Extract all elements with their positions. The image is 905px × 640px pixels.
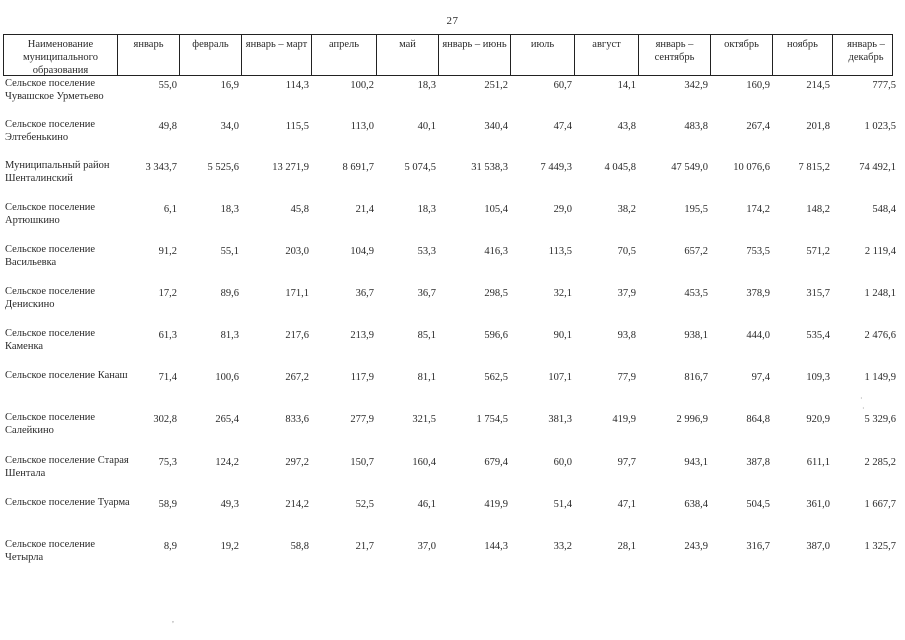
header-cell: январь – март — [242, 35, 312, 75]
table-cell: 34,0 — [220, 121, 239, 132]
header-cell: январь – сентябрь — [639, 35, 711, 75]
table-cell: 920,9 — [806, 414, 830, 425]
table-cell: 5 329,6 — [864, 414, 896, 425]
table-cell: 419,9 — [612, 414, 636, 425]
header-cell: октябрь — [711, 35, 773, 75]
table-cell: 833,6 — [285, 414, 309, 425]
table-cell: 160,9 — [746, 80, 770, 91]
table-cell: 562,5 — [484, 372, 508, 383]
table-cell: 160,4 — [412, 457, 436, 468]
table-cell: 596,6 — [484, 330, 508, 341]
table-cell: 16,9 — [220, 80, 239, 91]
table-cell: 453,5 — [684, 288, 708, 299]
table-cell: 483,8 — [684, 121, 708, 132]
table-cell: 361,0 — [806, 499, 830, 510]
header-cell: февраль — [180, 35, 242, 75]
row-name: Сельское поселение Чувашское Урметьево — [5, 78, 104, 102]
table-cell: 49,8 — [158, 121, 177, 132]
table-cell: 37,9 — [617, 288, 636, 299]
header-cell: август — [575, 35, 639, 75]
table-row — [3, 201, 896, 237]
table-cell: 201,8 — [806, 121, 830, 132]
table-cell: 38,2 — [617, 204, 636, 215]
table-row — [3, 243, 896, 279]
table-cell: 4 045,8 — [604, 162, 636, 173]
table-cell: 105,4 — [484, 204, 508, 215]
row-name: Муниципальный район Шенталинский — [5, 160, 110, 184]
table-cell: 52,5 — [355, 499, 374, 510]
table-cell: 321,5 — [412, 414, 436, 425]
table-cell: 14,1 — [617, 80, 636, 91]
table-row — [3, 411, 896, 447]
table-cell: 214,2 — [285, 499, 309, 510]
table-cell: 13 271,9 — [272, 162, 309, 173]
header-cell: май — [377, 35, 439, 75]
table-cell: 46,1 — [417, 499, 436, 510]
table-cell: 18,3 — [220, 204, 239, 215]
header-cell: июль — [511, 35, 575, 75]
table-cell: 535,4 — [806, 330, 830, 341]
table-cell: 548,4 — [872, 204, 896, 215]
table-cell: 60,0 — [553, 457, 572, 468]
table-row — [3, 454, 896, 490]
table-row — [3, 159, 896, 195]
table-cell: 93,8 — [617, 330, 636, 341]
table-cell: 113,5 — [548, 246, 572, 257]
table-cell: 1 754,5 — [476, 414, 508, 425]
row-name: Сельское поселение Васильевка — [5, 244, 96, 268]
table-cell: 571,2 — [806, 246, 830, 257]
table-cell: 70,5 — [617, 246, 636, 257]
table-cell: 29,0 — [553, 204, 572, 215]
table-cell: 32,1 — [553, 288, 572, 299]
table-cell: 28,1 — [617, 541, 636, 552]
table-cell: 124,2 — [215, 457, 239, 468]
table-cell: 150,7 — [350, 457, 374, 468]
table-cell: 97,4 — [751, 372, 770, 383]
table-cell: 43,8 — [617, 121, 636, 132]
table-cell: 49,3 — [220, 499, 239, 510]
table-cell: 387,0 — [806, 541, 830, 552]
table-cell: 47,4 — [553, 121, 572, 132]
table-cell: 277,9 — [350, 414, 374, 425]
table-cell: 109,3 — [806, 372, 830, 383]
table-cell: 7 815,2 — [798, 162, 830, 173]
scan-speck: · — [862, 404, 865, 413]
table-cell: 77,9 — [617, 372, 636, 383]
scan-speck: · — [860, 394, 863, 403]
table-cell: 1 325,7 — [864, 541, 896, 552]
table-cell: 5 074,5 — [404, 162, 436, 173]
table-cell: 938,1 — [684, 330, 708, 341]
table-cell: 171,1 — [285, 288, 309, 299]
table-cell: 265,4 — [215, 414, 239, 425]
row-name: Сельское поселение Каменка — [5, 328, 96, 352]
header-cell: январь – декабрь — [847, 39, 885, 63]
table-cell: 17,2 — [158, 288, 177, 299]
table-cell: 18,3 — [417, 80, 436, 91]
table-cell: 387,8 — [746, 457, 770, 468]
header-cell: апрель — [312, 35, 377, 75]
table-cell: 251,2 — [484, 80, 508, 91]
table-cell: 203,0 — [285, 246, 309, 257]
table-cell: 7 449,3 — [540, 162, 572, 173]
table-cell: 381,3 — [548, 414, 572, 425]
table-cell: 2 119,4 — [864, 246, 896, 257]
table-cell: 74 492,1 — [859, 162, 896, 173]
table-cell: 33,2 — [553, 541, 572, 552]
table-cell: 81,1 — [417, 372, 436, 383]
table-cell: 342,9 — [684, 80, 708, 91]
table-cell: 504,5 — [746, 499, 770, 510]
table-cell: 816,7 — [684, 372, 708, 383]
table-cell: 36,7 — [355, 288, 374, 299]
header-name-column: Наименование муниципального образования — [4, 35, 118, 75]
table-cell: 340,4 — [484, 121, 508, 132]
table-cell: 47,1 — [617, 499, 636, 510]
table-cell: 444,0 — [746, 330, 770, 341]
table-cell: 6,1 — [163, 204, 177, 215]
table-cell: 243,9 — [684, 541, 708, 552]
table-cell: 107,1 — [548, 372, 572, 383]
table-row — [3, 369, 896, 405]
table-cell: 37,0 — [417, 541, 436, 552]
table-cell: 115,5 — [285, 121, 309, 132]
table-row — [3, 285, 896, 321]
table-cell: 36,7 — [417, 288, 436, 299]
table-cell: 1 667,7 — [864, 499, 896, 510]
row-name: Сельское поселение Салейкино — [5, 412, 96, 436]
table-cell: 58,8 — [290, 541, 309, 552]
table-cell: 53,3 — [417, 246, 436, 257]
table-cell: 97,7 — [617, 457, 636, 468]
table-cell: 679,4 — [484, 457, 508, 468]
table-cell: 47 549,0 — [671, 162, 708, 173]
table-cell: 19,2 — [220, 541, 239, 552]
table-cell: 117,9 — [350, 372, 374, 383]
table-cell: 60,7 — [553, 80, 572, 91]
table-cell: 864,8 — [746, 414, 770, 425]
table-cell: 100,6 — [215, 372, 239, 383]
table-cell: 2 285,2 — [864, 457, 896, 468]
table-cell: 298,5 — [484, 288, 508, 299]
table-cell: 943,1 — [684, 457, 708, 468]
table-cell: 55,0 — [158, 80, 177, 91]
table-row — [3, 327, 896, 363]
row-name: Сельское поселение Денискино — [5, 286, 96, 310]
page-number: 27 — [446, 15, 459, 27]
header-cell: ноябрь — [773, 35, 833, 75]
table-cell: 75,3 — [158, 457, 177, 468]
table-row — [3, 496, 896, 532]
table-cell: 1 149,9 — [864, 372, 896, 383]
table-cell: 85,1 — [417, 330, 436, 341]
table-cell: 297,2 — [285, 457, 309, 468]
table-cell: 217,6 — [285, 330, 309, 341]
header-cell: январь – июнь — [439, 35, 511, 75]
table-cell: 657,2 — [684, 246, 708, 257]
table-cell: 144,3 — [484, 541, 508, 552]
table-cell: 81,3 — [220, 330, 239, 341]
table-cell: 113,0 — [350, 121, 374, 132]
table-cell: 21,4 — [355, 204, 374, 215]
table-cell: 419,9 — [484, 499, 508, 510]
table-cell: 45,8 — [290, 204, 309, 215]
table-cell: 2 996,9 — [676, 414, 708, 425]
row-name: Сельское поселение Элтебенькино — [5, 119, 96, 143]
row-name: Сельское поселение Четырла — [5, 539, 96, 563]
table-header — [3, 34, 893, 76]
table-cell: 174,2 — [746, 204, 770, 215]
table-row — [3, 118, 896, 154]
table-cell: 89,6 — [220, 288, 239, 299]
table-cell: 91,2 — [158, 246, 177, 257]
table-cell: 638,4 — [684, 499, 708, 510]
table-cell: 1 248,1 — [864, 288, 896, 299]
table-cell: 90,1 — [553, 330, 572, 341]
table-cell: 114,3 — [285, 80, 309, 91]
header-cell: январь — [118, 35, 180, 75]
table-cell: 3 343,7 — [145, 162, 177, 173]
table-cell: 55,1 — [220, 246, 239, 257]
table-cell: 378,9 — [746, 288, 770, 299]
table-cell: 214,5 — [806, 80, 830, 91]
table-row — [3, 77, 896, 113]
table-cell: 302,8 — [153, 414, 177, 425]
table-cell: 777,5 — [872, 80, 896, 91]
table-cell: 10 076,6 — [733, 162, 770, 173]
row-name: Сельское поселение Туарма — [5, 497, 130, 508]
table-cell: 611,1 — [806, 457, 830, 468]
table-cell: 21,7 — [355, 541, 374, 552]
table-cell: 31 538,3 — [471, 162, 508, 173]
table-cell: 213,9 — [350, 330, 374, 341]
table-cell: 8 691,7 — [342, 162, 374, 173]
table-cell: 40,1 — [417, 121, 436, 132]
table-row — [3, 538, 896, 574]
table-cell: 1 023,5 — [864, 121, 896, 132]
table-cell: 2 476,6 — [864, 330, 896, 341]
table-cell: 61,3 — [158, 330, 177, 341]
table-cell: 753,5 — [746, 246, 770, 257]
row-name: Сельское поселение Артюшкино — [5, 202, 96, 226]
row-name: Сельское поселение Канаш — [5, 370, 128, 381]
scan-speck: , — [172, 615, 174, 624]
table-cell: 51,4 — [553, 499, 572, 510]
table-cell: 5 525,6 — [207, 162, 239, 173]
table-cell: 58,9 — [158, 499, 177, 510]
row-name: Сельское поселение Старая Шентала — [5, 455, 129, 479]
table-cell: 18,3 — [417, 204, 436, 215]
table-cell: 315,7 — [806, 288, 830, 299]
table-cell: 316,7 — [746, 541, 770, 552]
table-cell: 71,4 — [158, 372, 177, 383]
table-cell: 195,5 — [684, 204, 708, 215]
table-cell: 267,4 — [746, 121, 770, 132]
table-cell: 104,9 — [350, 246, 374, 257]
table-cell: 416,3 — [484, 246, 508, 257]
table-cell: 267,2 — [285, 372, 309, 383]
table-cell: 148,2 — [806, 204, 830, 215]
table-cell: 8,9 — [163, 541, 177, 552]
table-cell: 100,2 — [350, 80, 374, 91]
